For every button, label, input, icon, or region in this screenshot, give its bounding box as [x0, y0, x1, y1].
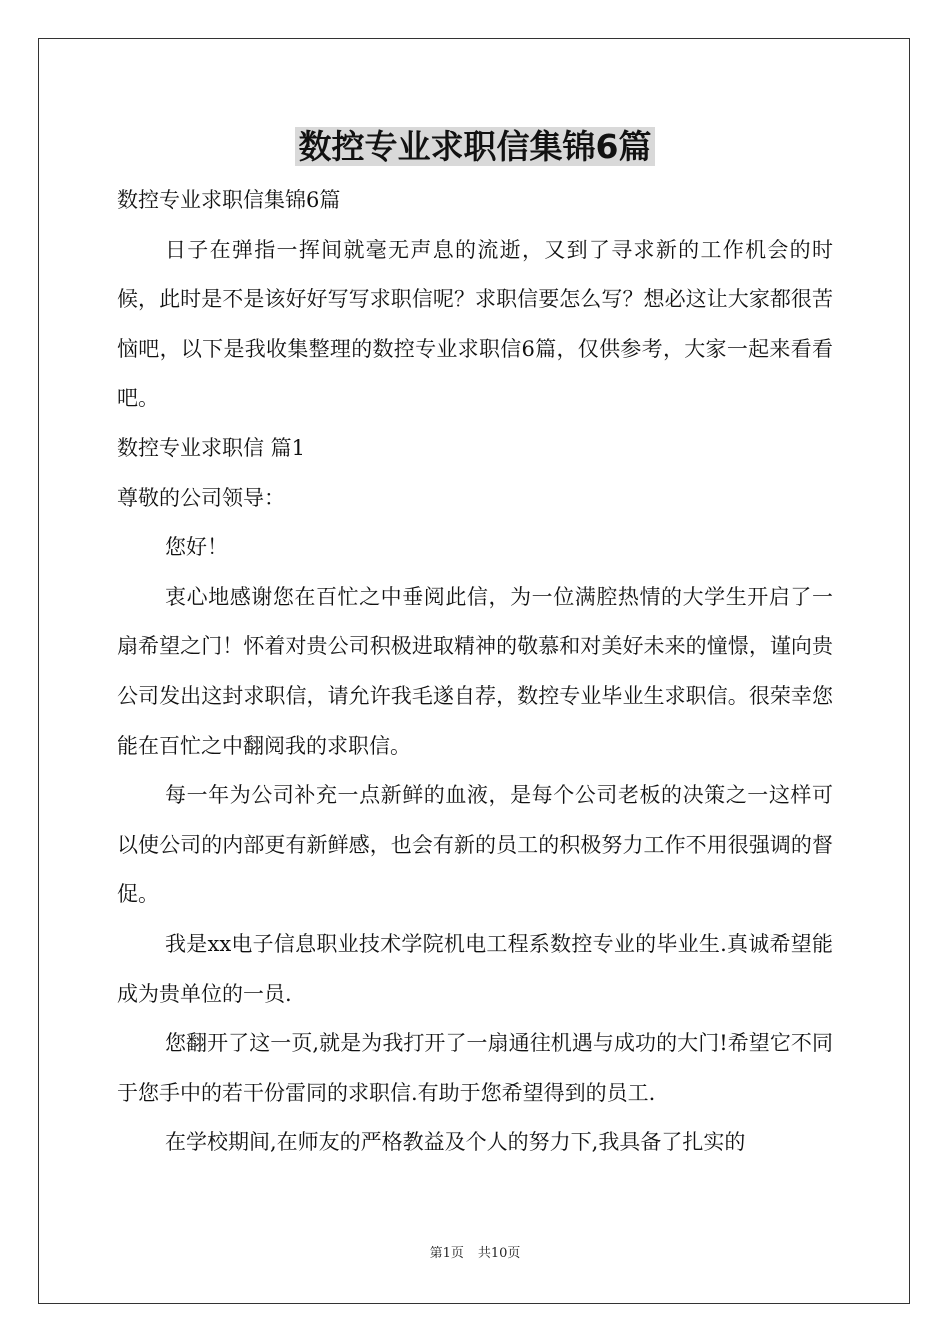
paragraph: 在学校期间,在师友的严格教益及个人的努力下,我具备了扎实的 [165, 1130, 746, 1155]
paragraph: 我是xx电子信息职业技术学院机电工程系数控专业的毕业生.真诚希望能成为贵单位的一员. [117, 931, 833, 1006]
document-title-text: 数控专业求职信集锦6篇 [295, 127, 656, 166]
page-number: 第1页 [429, 1246, 464, 1261]
paragraph: 您好！ [165, 535, 228, 560]
paragraph: 每一年为公司补充一点新鲜的血液，是每个公司老板的决策之一这样可以使公司的内部更有新鲜感，也会有新的员工的积极努力工作不用很强调的督促。 [117, 783, 833, 907]
paragraph: 您翻开了这一页,就是为我打开了一扇通往机遇与成功的大门!希望它不同于您手中的若干份雷同的求职信.有助于您希望得到的员工. [117, 1031, 833, 1105]
page-total: 共10页 [477, 1246, 521, 1261]
paragraph: 衷心地感谢您在百忙之中垂阅此信，为一位满腔热情的大学生开启了一扇希望之门！怀着对贵公司积极进取精神的敬慕和对美好未来的憧憬，谨向贵公司发出这封求职信，请允许我毛遂自荐，数控专业毕业生求职信。很荣幸您能在百忙之中翻阅我的求职信。 [117, 584, 833, 758]
page-footer [0, 1245, 950, 1263]
document-body [117, 176, 833, 1168]
paragraph: 日子在弹指一挥间就毫无声息的流逝，又到了寻求新的工作机会的时候，此时是不是该好好写写求职信呢？求职信要怎么写？想必这让大家都很苦恼吧，以下是我收集整理的数控专业求职信6篇，仅供参考，大家一起来看看吧。 [117, 237, 833, 411]
paragraph: 数控专业求职信 篇1 [117, 435, 306, 460]
document-title [0, 124, 950, 170]
paragraph: 尊敬的公司领导： [117, 485, 285, 510]
paragraph: 数控专业求职信集锦6篇 [117, 188, 341, 212]
